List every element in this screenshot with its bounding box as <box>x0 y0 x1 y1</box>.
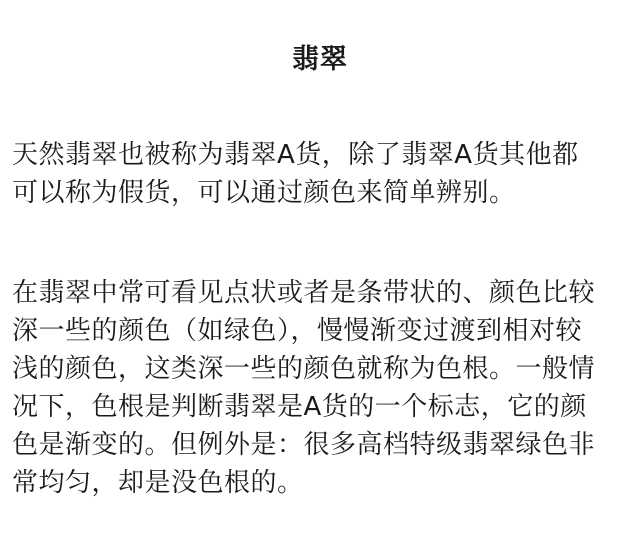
paragraph-intro <box>12 136 630 212</box>
paragraph-line: 况下，色根是判断翡翠是A货的一个标志，它的颜 <box>12 392 587 422</box>
article-title: 翡翠 <box>292 44 348 75</box>
paragraph-line: 色是渐变的。但例外是：很多高档特级翡翠绿色非 <box>12 430 596 460</box>
paragraph-line: 天然翡翠也被称为翡翠A货，除了翡翠A货其他都 <box>12 140 579 170</box>
paragraph-line: 常均匀，却是没色根的。 <box>12 468 304 498</box>
paragraph-line: 浅的颜色，这类深一些的颜色就称为色根。一般情 <box>12 354 596 384</box>
paragraph-line: 在翡翠中常可看见点状或者是条带状的、颜色比较 <box>12 278 596 308</box>
paragraph-line: 可以称为假货，可以通过颜色来简单辨别。 <box>12 178 516 208</box>
paragraph-line: 深一些的颜色（如绿色），慢慢渐变过渡到相对较 <box>12 316 583 346</box>
paragraph-color-root <box>12 274 630 502</box>
